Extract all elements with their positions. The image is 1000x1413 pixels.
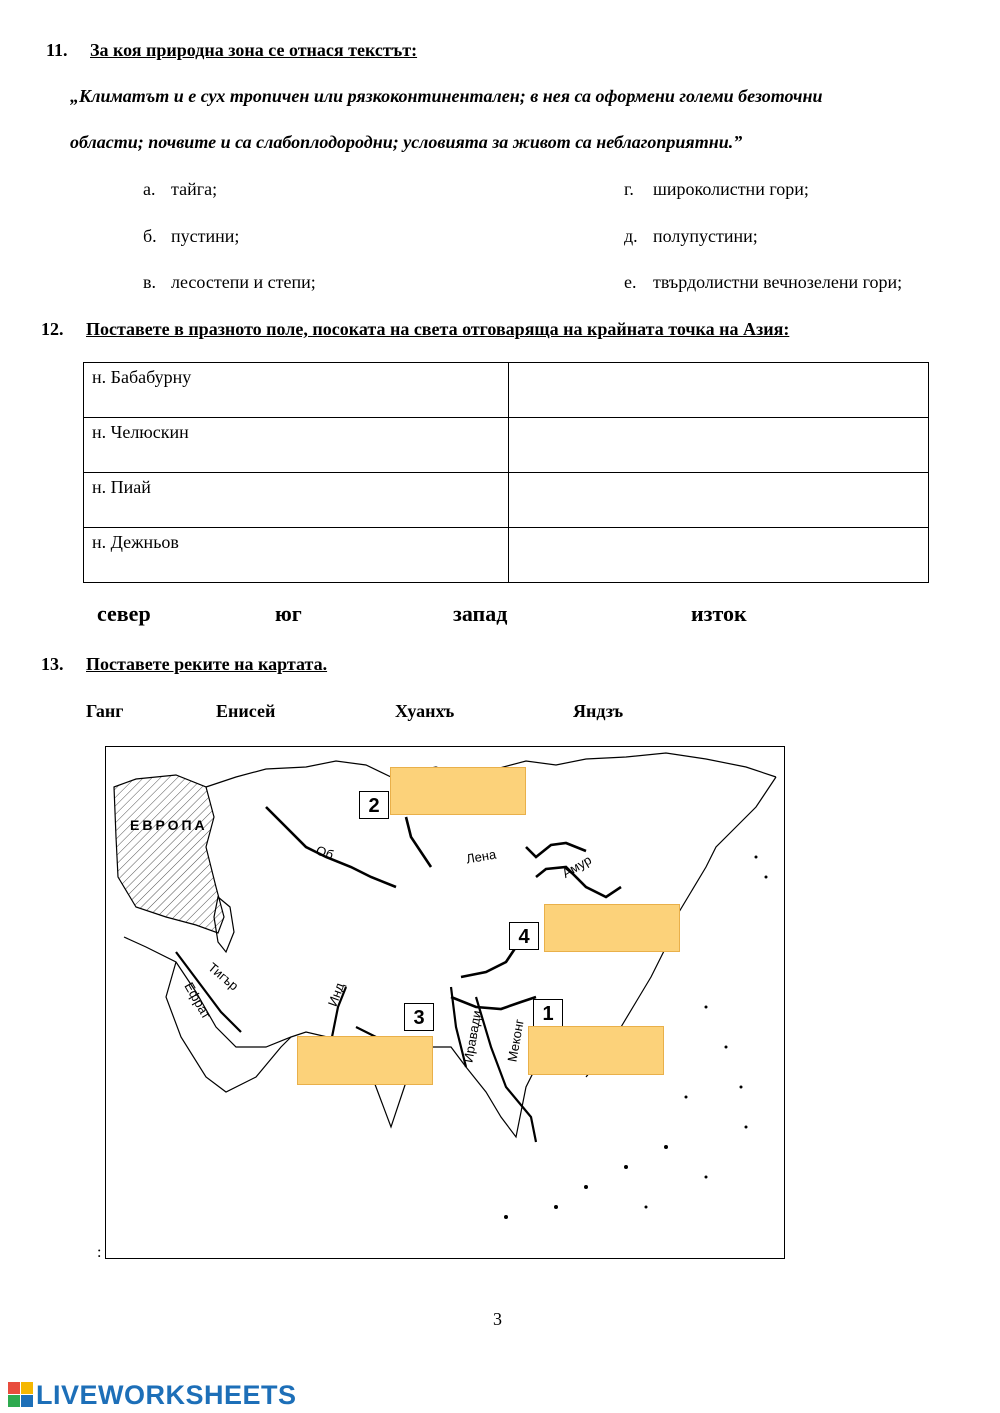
direction-answer-field[interactable]: [509, 473, 929, 528]
point-name: н. Дежньов: [84, 528, 509, 583]
table-row: [84, 528, 929, 583]
page-number: 3: [493, 1309, 502, 1329]
q11-option-g-letter: г.: [624, 179, 634, 199]
direction-south[interactable]: юг: [275, 601, 302, 626]
europe-label: ЕВРОПА: [130, 817, 208, 833]
q12-title: Поставете в празното поле, посоката на света отговаряща на крайната точка на Азия:: [86, 319, 790, 339]
stray-colon: :: [97, 1244, 102, 1261]
indus-label: Инд: [324, 980, 348, 1009]
direction-answer-field[interactable]: [509, 363, 929, 418]
direction-answer-field[interactable]: [509, 528, 929, 583]
river-ganges[interactable]: Ганг: [86, 701, 124, 721]
direction-answer-field[interactable]: [509, 418, 929, 473]
europe-region: [114, 775, 224, 933]
q11-number: 11.: [46, 40, 68, 60]
asia-map: [105, 746, 785, 1259]
marker-1: 1: [533, 999, 563, 1027]
tigris-label: Тигър: [205, 959, 242, 994]
q11-option-g: широколистни гори;: [653, 179, 809, 199]
yangtze-river: [451, 997, 536, 1009]
direction-north[interactable]: север: [97, 601, 151, 626]
q11-option-e: твърдолистни вечнозелени гори;: [653, 272, 903, 292]
q11-quote-line1: „Климатът и е сух тропичен или рязкоконтинентален; в нея са оформени големи безоточни: [70, 86, 823, 106]
direction-west[interactable]: запад: [453, 601, 508, 626]
q13-title: Поставете реките на картата.: [86, 654, 328, 674]
q11-title: За коя природна зона се отнася текстът:: [90, 40, 418, 60]
yenisei-river: [406, 817, 431, 867]
river-huang-he[interactable]: Хуанхъ: [395, 701, 455, 721]
marker-3: 3: [404, 1003, 434, 1031]
table-row: [84, 418, 929, 473]
marker-4: 4: [509, 922, 539, 950]
table-row: [84, 363, 929, 418]
drop-zone-4[interactable]: [544, 904, 680, 952]
q11-option-b: пустини;: [171, 226, 240, 246]
drop-zone-2[interactable]: [390, 767, 526, 815]
marker-2: 2: [359, 791, 389, 819]
extreme-points-table: [83, 362, 929, 583]
q12-number: 12.: [41, 319, 64, 339]
river-yenisei[interactable]: Енисей: [216, 701, 276, 721]
lena-river: [526, 843, 586, 857]
drop-zone-3[interactable]: [297, 1036, 433, 1085]
euphrates-label: Ефрат: [181, 979, 215, 1022]
q11-option-d-letter: д.: [624, 226, 638, 246]
q11-option-a-letter: а.: [143, 179, 156, 199]
mekong-label: Меконг: [504, 1017, 527, 1064]
q11-option-d: полупустини;: [653, 226, 758, 246]
amur-label: Амур: [559, 852, 594, 881]
q11-option-v: лесостепи и степи;: [171, 272, 316, 292]
point-name: н. Бабабурну: [84, 363, 509, 418]
river-yangtze[interactable]: Яндзъ: [573, 701, 624, 721]
q11-option-v-letter: в.: [143, 272, 156, 292]
table-row: [84, 473, 929, 528]
q13-number: 13.: [41, 654, 64, 674]
q11-option-a: тайга;: [171, 179, 218, 199]
irrawaddy-label: Иравади: [460, 1009, 485, 1064]
lena-label: Лена: [464, 846, 498, 867]
q11-option-e-letter: е.: [624, 272, 637, 292]
direction-east[interactable]: изток: [691, 601, 747, 626]
ob-label: Об: [313, 842, 336, 863]
brand-name: LIVEWORKSHEETS: [36, 1380, 297, 1410]
liveworksheets-logo-icon: [8, 1382, 34, 1408]
q11-quote-line2: области; почвите и са слабоплодородни; условията за живот са неблагоприятни.”: [70, 132, 743, 152]
point-name: н. Челюскин: [84, 418, 509, 473]
q11-option-b-letter: б.: [143, 226, 157, 246]
drop-zone-1[interactable]: [528, 1026, 664, 1075]
point-name: н. Пиай: [84, 473, 509, 528]
liveworksheets-logo[interactable]: [8, 1380, 297, 1411]
